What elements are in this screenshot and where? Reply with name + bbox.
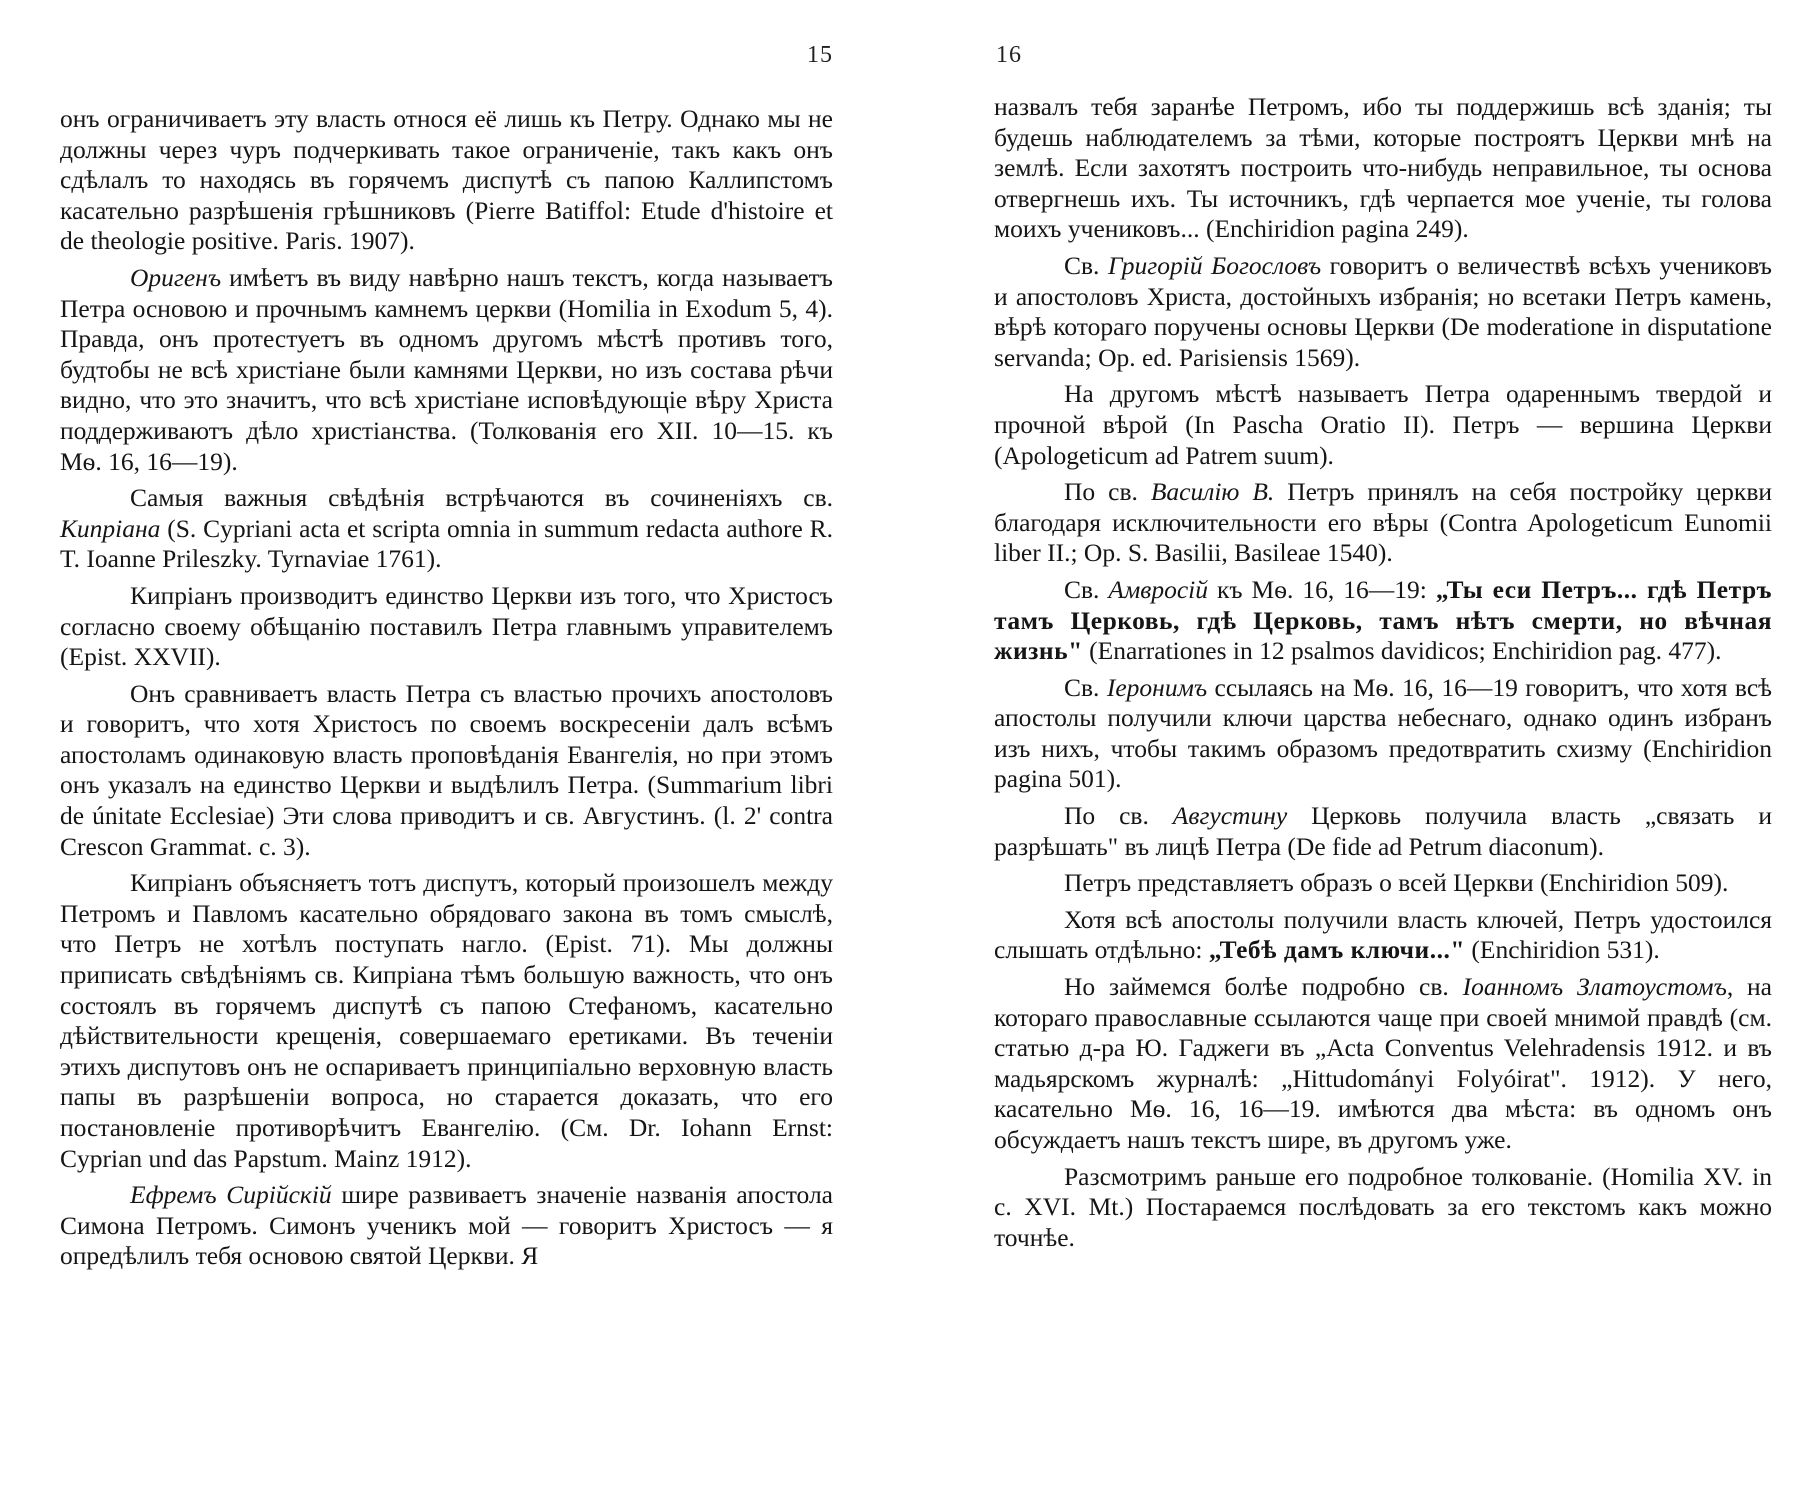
paragraph: Оригенъ имѣетъ въ виду навѣрно нашъ текстъ, когда называетъ Петра основою и прочнымъ камнемъ церкви (Homilia in Exodum 5, 4). Правда, онъ протестуетъ въ одномъ другомъ мѣстѣ противъ того, будтобы не всѣ христіане были камнями Церкви, но изъ состава рѣчи видно, что это значитъ, что всѣ христіане исповѣдующіе вѣру Христа поддерживаютъ дѣло христіанства. (Толкованія его XII. 10—15. къ Мѳ. 16, 16—19). bbox=[60, 262, 833, 476]
paragraph: Хотя всѣ апостолы получили власть ключей, Петръ удостоился слышать отдѣльно: „Тебѣ дамъ ключи..." (Enchiridion 531). bbox=[994, 904, 1772, 965]
page-number: 16 bbox=[996, 42, 1022, 68]
page-number: 15 bbox=[807, 42, 833, 68]
paragraph: Св. Амвросій къ Мѳ. 16, 16—19: „Ты еси Петръ... гдѣ Петръ тамъ Церковь, гдѣ Церковь, тамъ нѣтъ смерти, но вѣчная жизнь" (Enarrationes in 12 psalmos davidicos; Enchiridion pag. 477). bbox=[994, 574, 1772, 666]
author-name: Василію В. bbox=[1150, 477, 1275, 507]
right-page bbox=[906, 0, 1812, 1500]
paragraph: Кипріанъ объясняетъ тотъ диспутъ, который произошелъ между Петромъ и Павломъ касательно обрядоваго закона въ томъ смыслѣ, что Петръ не хотѣлъ поступать нагло. (Epist. 71). Мы должны приписать свѣдѣніямъ св. Кипріана тѣмъ большую важность, что онъ состоялъ въ горячемъ диспутѣ съ папою Стефаномъ, касательно дѣйствительности крещенія, совершаемаго еретиками. Въ теченіи этихъ диспутовъ онъ не оспариваетъ принципіально верховную власть папы въ разрѣшеніи вопроса, но старается доказать, что его постановленіе противорѣчитъ Евангелію. (См. Dr. Iohann Ernst: Cyprian und das Papstum. Mainz 1912). bbox=[60, 868, 833, 1173]
paragraph: Разсмотримъ раньше его подробное толкованіе. (Homilia XV. in c. XVI. Mt.) Постараемся послѣдовать за его текстомъ какъ можно точнѣе. bbox=[994, 1161, 1772, 1252]
paragraph: Самыя важныя свѣдѣнія встрѣчаются въ сочиненіяхъ св. Кипріана (S. Cypriani acta et scripta omnia in summum redacta authore R. T. Ioanne Prileszky. Tyrnaviae 1761). bbox=[60, 483, 833, 574]
author-name: Іоанномъ Златоустомъ bbox=[1462, 972, 1727, 1002]
paragraph: назвалъ тебя заранѣе Петромъ, ибо ты поддержишь всѣ зданія; ты будешь наблюдателемъ за тѣми, которые построятъ Церкви мнѣ на землѣ. Если захотятъ построить что-нибудь неправильное, ты основа отвергнешь ихъ. Ты источникъ, гдѣ черпается мое ученіе, ты голова моихъ учениковъ... (Enchiridion pagina 249). bbox=[994, 92, 1772, 244]
text-column bbox=[994, 92, 1772, 1253]
paragraph: онъ ограничиваетъ эту власть относя её лишь къ Петру. Однако мы не должны через чуръ подчеркивать такое ограниченіе, такъ какъ онъ сдѣлалъ то находясь въ горячемъ диспутѣ съ папою Каллипстомъ касательно разрѣшенія грѣшниковъ (Pierre Batiffol: Etude d'histoire et de theologie positive. Paris. 1907). bbox=[60, 104, 833, 256]
paragraph: Петръ представляетъ образъ о всей Церкви (Enchiridion 509). bbox=[1064, 868, 1729, 898]
author-name: Оригенъ bbox=[130, 262, 222, 292]
paragraph: Но займемся болѣе подробно св. Іоанномъ Златоустомъ, на котораго православные ссылаются чаще при своей мнимой правдѣ (см. статью д-ра Ю. Гаджеги въ „Acta Conventus Velehradensis 1912. и въ мадьярскомъ журналѣ: „Hittudományi Folyóirat". 1912). У него, касательно Мѳ. 16, 16—19. имѣются два мѣста: въ одномъ онъ обсуждаетъ нашъ текстъ шире, въ другомъ уже. bbox=[994, 972, 1772, 1154]
scripture-quote: „Ты еси Петръ... гдѣ Петръ тамъ Церковь, гдѣ Церковь, тамъ нѣтъ смерти, но вѣчная жизнь" bbox=[994, 574, 1772, 666]
scripture-quote: „Тебѣ дамъ ключи..." bbox=[1208, 935, 1465, 965]
paragraph: Онъ сравниваетъ власть Петра съ властью прочихъ апостоловъ и говоритъ, что хотя Христосъ по своемъ воскресеніи далъ всѣмъ апостоламъ одинаковую власть проповѣданія Евангелія, но при этомъ онъ указалъ на единство Церкви и выдѣлилъ Петра. (Summarium libri de únitate Ecclesiae) Эти слова приводитъ и св. Августинъ. (l. 2' contra Crescon Grammat. c. 3). bbox=[60, 678, 833, 861]
author-name: Григорій Богословъ bbox=[1108, 250, 1322, 280]
author-name: Ефремъ Сирійскій bbox=[130, 1180, 332, 1210]
paragraph: Кипріанъ производитъ единство Церкви изъ того, что Христосъ согласно своему обѣщанію поставилъ Петра главнымъ управителемъ (Epist. XXVII). bbox=[60, 580, 833, 672]
paragraph: Св. Григорій Богословъ говоритъ о величествѣ всѣхъ учениковъ и апостоловъ Христа, достойныхъ избранія; но всетаки Петръ камень, вѣрѣ котораго поручены основы Церкви (De moderatione in disputatione servanda; Op. ed. Parisiensis 1569). bbox=[994, 250, 1772, 372]
author-name: Амвросій bbox=[1108, 574, 1208, 604]
author-name: Іеронимъ bbox=[1106, 672, 1208, 702]
text-column bbox=[60, 104, 833, 1272]
paragraph: Ефремъ Сирійскій шире развиваетъ значеніе названія апостола Симона Петромъ. Симонъ ученикъ мой — говоритъ Христосъ — я опредѣлилъ тебя основою святой Церкви. Я bbox=[60, 1180, 833, 1271]
author-name: Кипріана bbox=[60, 513, 161, 543]
paragraph: По св. Августину Церковь получила власть „связать и разрѣшать" въ лицѣ Петра (De fide ad Petrum diaconum). bbox=[994, 801, 1772, 861]
author-name: Августину bbox=[1172, 801, 1288, 831]
paragraph: По св. Василію В. Петръ принялъ на себя постройку церкви благодаря исключительности его вѣры (Contra Apologeticum Eunomii liber II.; Op. S. Basilii, Basileae 1540). bbox=[994, 477, 1773, 568]
paragraph: На другомъ мѣстѣ называетъ Петра одареннымъ твердой и прочной вѣрой (In Pascha Oratio II). Петръ — вершина Церкви (Apologeticum ad Patrem suum). bbox=[994, 379, 1772, 470]
paragraph: Св. Іеронимъ ссылаясь на Мѳ. 16, 16—19 говоритъ, что хотя всѣ апостолы получили ключи царства небеснаго, однако одинъ избранъ изъ нихъ, чтобы такимъ образомъ предотвратить схизму (Enchiridion pagina 501). bbox=[994, 672, 1772, 794]
